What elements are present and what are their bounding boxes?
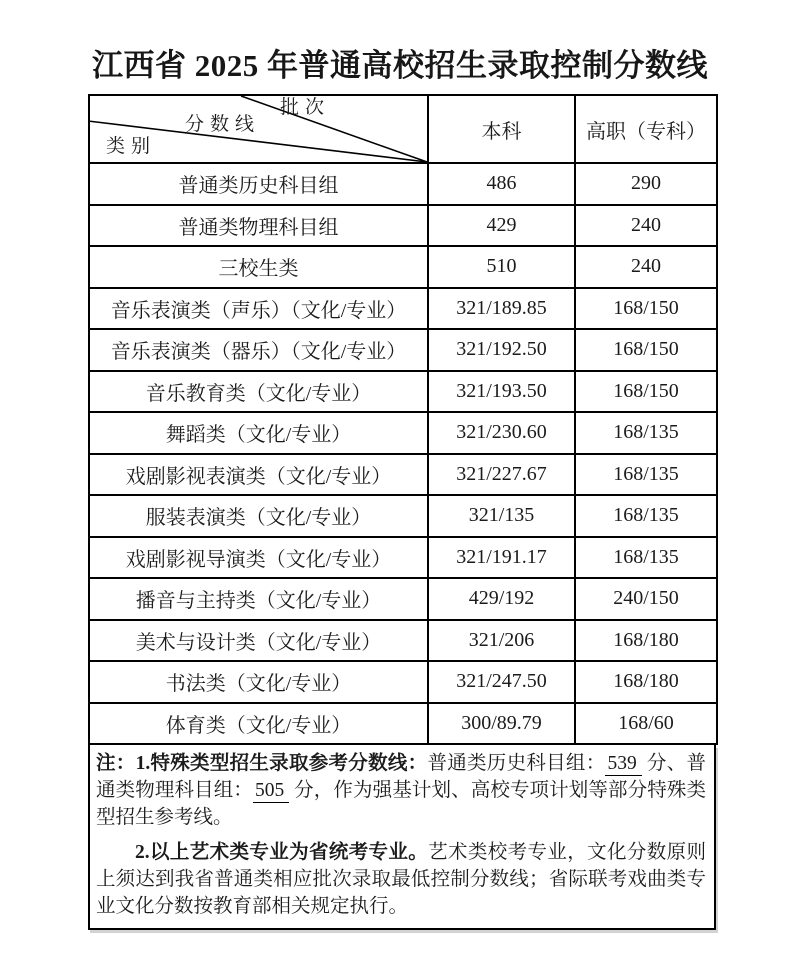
- category-cell: 服装表演类（文化/专业）: [89, 495, 428, 537]
- table-row: [89, 495, 717, 537]
- category-cell: 戏剧影视导演类（文化/专业）: [89, 537, 428, 579]
- corner-label-batch: 批次: [280, 97, 331, 118]
- underlined-score-physics: 505: [253, 780, 289, 803]
- category-cell: 普通类物理科目组: [89, 205, 428, 247]
- gaozhi-score-cell: 168/150: [575, 288, 717, 330]
- benke-score-cell: 429/192: [428, 578, 575, 620]
- table-row: [89, 454, 717, 496]
- note1-text-b: 分、普通类物理科目组：: [96, 753, 706, 801]
- note1-text-a: 普通类历史科目组：: [427, 753, 606, 774]
- category-cell: 音乐教育类（文化/专业）: [89, 371, 428, 413]
- table-row: [89, 246, 717, 288]
- gaozhi-score-cell: 168/150: [575, 329, 717, 371]
- table-row: [89, 578, 717, 620]
- table-row: [89, 288, 717, 330]
- note-2: [96, 839, 706, 920]
- table-row: [89, 661, 717, 703]
- benke-score-cell: 510: [428, 246, 575, 288]
- note2-text: 艺术类校考专业，文化分数原则上须达到我省普通类相应批次录取最低控制分数线；省际联考戏曲类专业文化分数按教育部相关规定执行。: [96, 842, 706, 917]
- category-cell: 戏剧影视表演类（文化/专业）: [89, 454, 428, 496]
- gaozhi-score-cell: 168/150: [575, 371, 717, 413]
- category-cell: 普通类历史科目组: [89, 163, 428, 205]
- category-cell: 舞蹈类（文化/专业）: [89, 412, 428, 454]
- table-row: [89, 537, 717, 579]
- note2-lead: 2.以上艺术类专业为省统考专业。: [135, 842, 429, 863]
- benke-score-cell: 321/247.50: [428, 661, 575, 703]
- table-row: [89, 703, 717, 745]
- gaozhi-score-cell: 240/150: [575, 578, 717, 620]
- category-cell: 美术与设计类（文化/专业）: [89, 620, 428, 662]
- benke-score-cell: 486: [428, 163, 575, 205]
- gaozhi-score-cell: 168/180: [575, 661, 717, 703]
- gaozhi-score-cell: 168/180: [575, 620, 717, 662]
- score-table: [88, 94, 718, 745]
- gaozhi-score-cell: 168/135: [575, 412, 717, 454]
- gaozhi-score-cell: 290: [575, 163, 717, 205]
- benke-score-cell: 321/193.50: [428, 371, 575, 413]
- table-row: [89, 620, 717, 662]
- note-1: [96, 750, 706, 831]
- table-row: [89, 371, 717, 413]
- column-header-benke: 本科: [428, 95, 575, 163]
- benke-score-cell: 321/206: [428, 620, 575, 662]
- category-cell: 书法类（文化/专业）: [89, 661, 428, 703]
- benke-score-cell: 321/191.17: [428, 537, 575, 579]
- gaozhi-score-cell: 168/60: [575, 703, 717, 745]
- gaozhi-score-cell: 240: [575, 205, 717, 247]
- table-row: [89, 163, 717, 205]
- page-title: 江西省 2025 年普通高校招生录取控制分数线: [92, 48, 708, 83]
- benke-score-cell: 321/192.50: [428, 329, 575, 371]
- category-cell: 三校生类: [89, 246, 428, 288]
- corner-header-cell: [89, 95, 428, 163]
- gaozhi-score-cell: 168/135: [575, 454, 717, 496]
- gaozhi-score-cell: 168/135: [575, 495, 717, 537]
- table-row: [89, 205, 717, 247]
- gaozhi-score-cell: 168/135: [575, 537, 717, 579]
- benke-score-cell: 321/230.60: [428, 412, 575, 454]
- table-row: [89, 412, 717, 454]
- category-cell: 体育类（文化/专业）: [89, 703, 428, 745]
- corner-label-category: 类别: [106, 136, 157, 157]
- underlined-score-history: 539: [605, 753, 641, 776]
- benke-score-cell: 321/227.67: [428, 454, 575, 496]
- category-cell: 播音与主持类（文化/专业）: [89, 578, 428, 620]
- header-row: [89, 95, 717, 163]
- corner-label-scoreline: 分数线: [185, 114, 261, 135]
- benke-score-cell: 429: [428, 205, 575, 247]
- category-cell: 音乐表演类（声乐）（文化/专业）: [89, 288, 428, 330]
- table-row: [89, 329, 717, 371]
- benke-score-cell: 300/89.79: [428, 703, 575, 745]
- gaozhi-score-cell: 240: [575, 246, 717, 288]
- benke-score-cell: 321/135: [428, 495, 575, 537]
- benke-score-cell: 321/189.85: [428, 288, 575, 330]
- notes-box: [88, 745, 716, 930]
- category-cell: 音乐表演类（器乐）（文化/专业）: [89, 329, 428, 371]
- note1-lead: 注：1.特殊类型招生录取参考分数线：: [96, 753, 428, 774]
- note1-text-c: 分，作为强基计划、高校专项计划等部分特殊类型招生参考线。: [96, 780, 706, 828]
- column-header-gaozhi: 高职（专科）: [575, 95, 717, 163]
